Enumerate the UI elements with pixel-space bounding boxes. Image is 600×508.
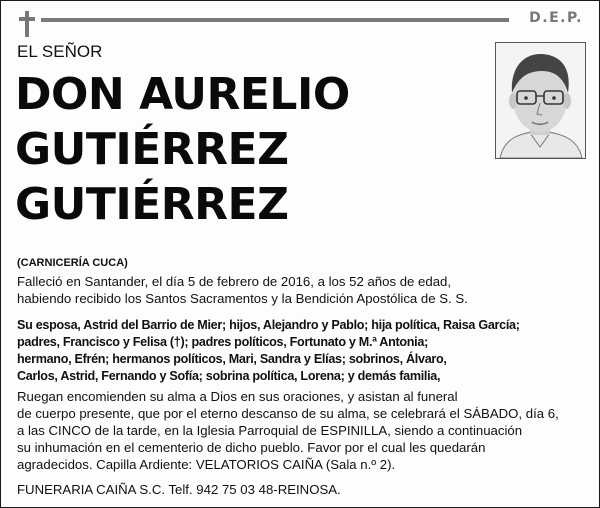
portrait-photo xyxy=(495,42,586,159)
family-list xyxy=(17,317,587,385)
cross-icon xyxy=(19,11,35,37)
funeral-request xyxy=(17,388,587,473)
nickname: (CARNICERÍA CUCA) xyxy=(17,257,128,269)
header-rule xyxy=(41,18,509,22)
text-line: Carlos, Astrid, Fernando y Sofía; sobrina política, Lorena; y demás familia, xyxy=(17,369,441,383)
text-line: habiendo recibido los Santos Sacramentos y la Bendición Apostólica de S. S. xyxy=(17,291,468,306)
text-line: a las CINCO de la tarde, en la Iglesia Parroquial de ESPINILLA, siendo a continuación xyxy=(17,423,523,438)
text-line: Ruegan encomienden su alma a Dios en sus oraciones, y asistan al funeral xyxy=(17,389,458,404)
text-line: de cuerpo presente, que por el eterno descanso de su alma, se celebrará el SÁBADO, día 6, xyxy=(17,406,559,421)
text-line: padres, Francisco y Felisa (†); padres políticos, Fortunato y M.ª Antonia; xyxy=(17,335,428,349)
name-line: GUTIÉRREZ xyxy=(15,179,289,230)
death-announcement xyxy=(17,273,587,307)
funeral-home-contact: FUNERARIA CAIÑA S.C. Telf. 942 75 03 48-REINOSA. xyxy=(17,482,341,497)
name-line: GUTIÉRREZ xyxy=(15,124,289,175)
honorific-prefix: EL SEÑOR xyxy=(17,42,103,61)
name-line: DON AURELIO xyxy=(15,69,350,120)
text-line: Falleció en Santander, el día 5 de febrero de 2016, a los 52 años de edad, xyxy=(17,274,452,289)
text-line: su inhumación en el cementerio de dicho pueblo. Favor por el cual les quedarán xyxy=(17,440,486,455)
dep-label: D.E.P. xyxy=(529,10,583,26)
text-line: Su esposa, Astrid del Barrio de Mier; hijos, Alejandro y Pablo; hija política, Raisa García; xyxy=(17,318,520,332)
text-line: agradecidos. Capilla Ardiente: VELATORIOS CAIÑA (Sala n.º 2). xyxy=(17,457,396,472)
deceased-name xyxy=(15,67,485,232)
text-line: hermano, Efrén; hermanos políticos, Mari, Sandra y Elías; sobrinos, Álvaro, xyxy=(17,352,447,366)
